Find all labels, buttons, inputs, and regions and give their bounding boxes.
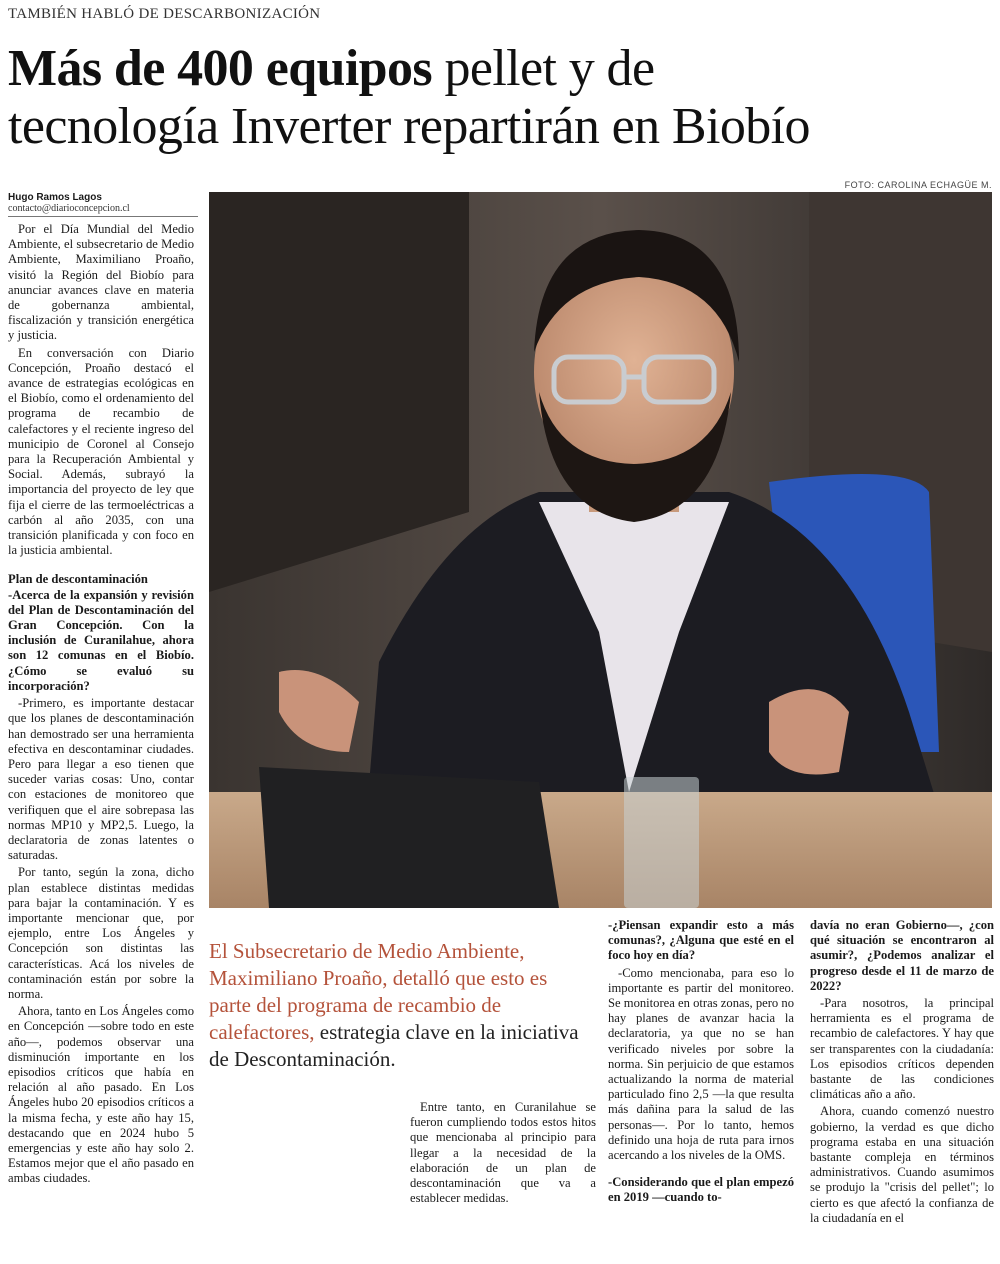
article-column-4 bbox=[810, 918, 994, 1228]
headline-bold: Más de 400 equipos bbox=[8, 40, 433, 97]
paragraph: -Para nosotros, la principal herramienta es el programa de recambio de calefactores. Y hay que ser transparentes con la ciudadanía: Los episodios críticos dependen bastante de las condiciones climáticas año a año. bbox=[810, 996, 994, 1102]
interview-photo-illustration bbox=[209, 192, 992, 908]
interview-question: -¿Piensan expandir esto a más comunas?, ¿Alguna que esté en el foco hoy en día? bbox=[608, 918, 794, 963]
paragraph: Ahora, tanto en Los Ángeles como en Concepción —sobre todo en este año—, podemos observar una disminución importante en los episodios críticos que había en relación al año pasado. En Los Ángeles hubo 20 episodios críticos a la misma fecha, y este año hay 15, destacando que en 2024 hubo 5 emergencias y este año hay solo 2. Estamos mejor que el año pasado en ambas ciudades. bbox=[8, 1004, 194, 1186]
pull-quote-text: estrategia clave en la iniciativa de Descontaminación. bbox=[209, 1020, 579, 1071]
pull-quote-accent: El Subsecretario de Medio Ambiente, Maximiliano Proaño, detalló que esto es parte del programa de recambio de calefactores, bbox=[209, 939, 548, 1044]
article-column-3 bbox=[608, 918, 794, 1208]
interview-question: -Acerca de la expansión y revisión del Plan de Descontaminación del Gran Concepción. Con la inclusión de Curanilahue, ahora son 12 comunas en el Biobío. ¿Cómo se evaluó su incorporación? bbox=[8, 587, 194, 693]
paragraph: Entre tanto, en Curanilahue se fueron cumpliendo todos estos hitos que mencionaba al principio para llegar a la necesidad de la elaboración de un plan de descontaminación que va a establecer medidas. bbox=[410, 1100, 596, 1206]
headline-line2: tecnología Inverter repartirán en Biobío bbox=[8, 98, 810, 155]
kicker: TAMBIÉN HABLÓ DE DESCARBONIZACIÓN bbox=[8, 6, 321, 22]
headline-rest: pellet y de bbox=[432, 40, 655, 97]
interview-question: davía no eran Gobierno—, ¿con qué situación se encontraron al asumir?, ¿Podemos analizar el progreso desde el 11 de marzo de 2022? bbox=[810, 918, 994, 993]
pull-quote bbox=[209, 938, 594, 1073]
subheading: Plan de descontaminación bbox=[8, 572, 148, 587]
paragraph: Por tanto, según la zona, dicho plan establece distintas medidas para bajar la contaminación. Y es importante mencionar que, por ejemplo, entre Los Ángeles y Concepción son distintas las características. Acá los niveles de contaminación están por sobre la norma. bbox=[8, 865, 194, 1001]
paragraph: -Como mencionaba, para eso lo importante es partir del monitoreo. Se monitorea en otras zonas, pero no hay planes de avanzar hacia la declaratoria, ya que no se han verificado niveles por sobre la norma. Sin perjuicio de que estamos actualizando la norma de material particulado fino 2,5 —la que resulta más dañina para la salud de las personas—. Por lo tanto, hemos definido una hoja de ruta para irnos acercando a los niveles de la OMS. bbox=[608, 965, 794, 1163]
photo-credit: FOTO: CAROLINA ECHAGÜE M. bbox=[844, 180, 992, 190]
paragraph: Ahora, cuando comenzó nuestro gobierno, la verdad es que dicho programa estaba en una situación bastante compleja en términos administrativos. Cuando asumimos se produjo la "crisis del pellet"; lo cierto es que afectó la confianza de la ciudadanía en el bbox=[810, 1104, 994, 1225]
paragraph: -Primero, es importante destacar que los planes de descontaminación han demostrado ser una herramienta efectiva en descontaminar ciudades. Pero para llegar a eso tienen que suceder varias cosas: Uno, contar con estaciones de monitoreo que verifiquen que el aire sobrepasa las normas MP10 y MP2,5. Luego, la declaratoria de zonas latentes o saturadas. bbox=[8, 696, 194, 863]
interview-question: -Considerando que el plan empezó en 2019 —cuando to- bbox=[608, 1175, 794, 1205]
article-photo bbox=[209, 192, 992, 908]
author-email: contacto@diarioconcepcion.cl bbox=[8, 203, 130, 214]
paragraph: En conversación con Diario Concepción, Proaño destacó el avance de estrategias ecológicas en el Biobío, como el ordenamiento del programa de recambio de calefactores y el reciente ingreso del municipio de Coronel al Consejo para la Recuperación Ambiental y Social. Además, subrayó la importancia del proyecto de ley que fija el cierre de las termoeléctricas a carbón al año 2035, con una transición planificada y con foco en la justicia ambiental. bbox=[8, 345, 194, 558]
article-column-2 bbox=[410, 1100, 596, 1208]
article-column-1 bbox=[8, 222, 194, 1189]
author-name: Hugo Ramos Lagos bbox=[8, 192, 102, 203]
paragraph: Por el Día Mundial del Medio Ambiente, el subsecretario de Medio Ambiente, Maximiliano Proaño, visitó la Región del Biobío para anunciar avances clave en materia de gobernanza ambiental, fiscalización y transición energética y justicia. bbox=[8, 222, 194, 343]
headline bbox=[8, 40, 993, 156]
byline bbox=[8, 192, 198, 217]
